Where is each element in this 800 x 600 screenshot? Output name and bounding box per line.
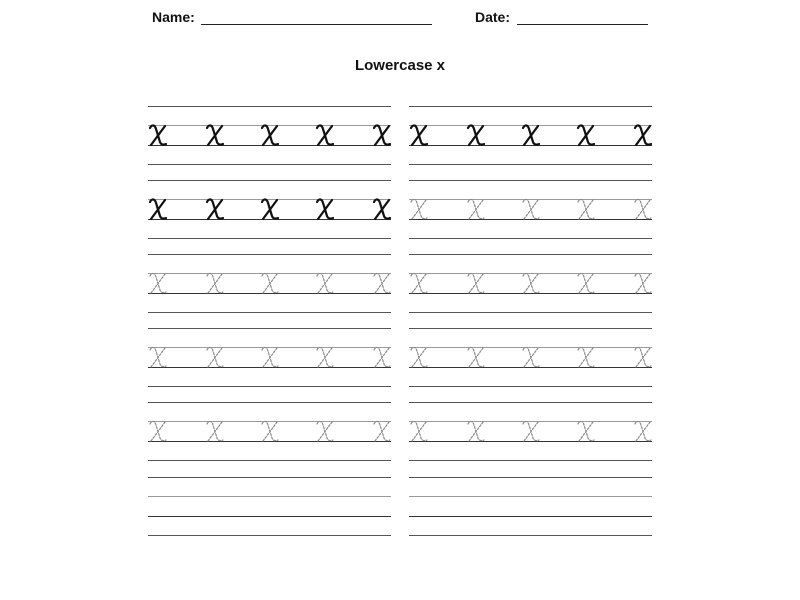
practice-row bbox=[148, 254, 391, 314]
descender-guide bbox=[409, 312, 652, 313]
letter-x-trace-icon bbox=[205, 271, 229, 295]
letter-x-trace-icon bbox=[315, 345, 339, 369]
letter-x-trace-icon bbox=[409, 345, 433, 369]
top-guide bbox=[148, 106, 391, 107]
letter-x-trace-icon bbox=[466, 271, 490, 295]
letter-x-trace-icon bbox=[409, 271, 433, 295]
letter-x-trace-icon bbox=[372, 345, 396, 369]
descender-guide bbox=[148, 164, 391, 165]
descender-guide bbox=[409, 460, 652, 461]
practice-row bbox=[409, 477, 652, 537]
letter-x-trace-icon bbox=[148, 345, 172, 369]
practice-row bbox=[148, 180, 391, 240]
top-guide bbox=[409, 106, 652, 107]
top-guide bbox=[148, 328, 391, 329]
practice-row bbox=[409, 402, 652, 462]
descender-guide bbox=[148, 535, 391, 536]
letter-x-trace-icon bbox=[315, 419, 339, 443]
descender-guide bbox=[409, 164, 652, 165]
letter-x-trace-icon bbox=[521, 419, 545, 443]
descender-guide bbox=[148, 238, 391, 239]
letter-x-trace-icon bbox=[576, 419, 600, 443]
practice-row bbox=[409, 106, 652, 166]
letter-x-model-icon bbox=[466, 123, 490, 147]
letter-x-trace-icon bbox=[260, 419, 284, 443]
letter-x-trace-icon bbox=[466, 197, 490, 221]
letter-x-model-icon bbox=[409, 123, 433, 147]
letter-x-trace-icon bbox=[372, 271, 396, 295]
letter-x-trace-icon bbox=[521, 271, 545, 295]
top-guide bbox=[148, 254, 391, 255]
letter-x-trace-icon bbox=[633, 271, 657, 295]
letter-x-model-icon bbox=[148, 123, 172, 147]
letter-x-trace-icon bbox=[409, 419, 433, 443]
top-guide bbox=[148, 477, 391, 478]
worksheet-title: Lowercase x bbox=[354, 57, 446, 74]
top-guide bbox=[409, 477, 652, 478]
letter-x-trace-icon bbox=[148, 271, 172, 295]
top-guide bbox=[148, 402, 391, 403]
descender-guide bbox=[148, 312, 391, 313]
practice-row bbox=[148, 106, 391, 166]
letter-x-model-icon bbox=[205, 197, 229, 221]
practice-column-right bbox=[409, 0, 652, 600]
descender-guide bbox=[148, 460, 391, 461]
baseline-guide bbox=[148, 516, 391, 517]
letter-x-model-icon bbox=[315, 123, 339, 147]
letter-x-trace-icon bbox=[521, 345, 545, 369]
letter-x-trace-icon bbox=[260, 271, 284, 295]
letter-x-trace-icon bbox=[148, 419, 172, 443]
letter-x-model-icon bbox=[260, 197, 284, 221]
letter-x-model-icon bbox=[372, 197, 396, 221]
midline-guide bbox=[409, 496, 652, 497]
midline-guide bbox=[148, 496, 391, 497]
letter-x-trace-icon bbox=[409, 197, 433, 221]
top-guide bbox=[409, 180, 652, 181]
practice-row bbox=[409, 180, 652, 240]
baseline-guide bbox=[409, 516, 652, 517]
letter-x-trace-icon bbox=[576, 197, 600, 221]
descender-guide bbox=[148, 386, 391, 387]
descender-guide bbox=[409, 238, 652, 239]
practice-row bbox=[148, 402, 391, 462]
letter-x-model-icon bbox=[205, 123, 229, 147]
top-guide bbox=[409, 402, 652, 403]
letter-x-trace-icon bbox=[521, 197, 545, 221]
letter-x-trace-icon bbox=[576, 345, 600, 369]
letter-x-model-icon bbox=[260, 123, 284, 147]
letter-x-model-icon bbox=[372, 123, 396, 147]
letter-x-trace-icon bbox=[205, 419, 229, 443]
letter-x-trace-icon bbox=[315, 271, 339, 295]
letter-x-model-icon bbox=[576, 123, 600, 147]
practice-row bbox=[148, 477, 391, 537]
letter-x-trace-icon bbox=[466, 419, 490, 443]
letter-x-trace-icon bbox=[260, 345, 284, 369]
date-label: Date: bbox=[475, 9, 511, 25]
letter-x-model-icon bbox=[521, 123, 545, 147]
practice-row bbox=[409, 328, 652, 388]
top-guide bbox=[409, 328, 652, 329]
descender-guide bbox=[409, 535, 652, 536]
letter-x-trace-icon bbox=[633, 419, 657, 443]
practice-column-left bbox=[148, 0, 391, 600]
letter-x-trace-icon bbox=[576, 271, 600, 295]
name-label: Name: bbox=[152, 9, 195, 25]
letter-x-trace-icon bbox=[205, 345, 229, 369]
letter-x-trace-icon bbox=[633, 197, 657, 221]
letter-x-trace-icon bbox=[466, 345, 490, 369]
letter-x-model-icon bbox=[315, 197, 339, 221]
letter-x-trace-icon bbox=[633, 345, 657, 369]
letter-x-trace-icon bbox=[372, 419, 396, 443]
practice-row bbox=[409, 254, 652, 314]
descender-guide bbox=[409, 386, 652, 387]
practice-row bbox=[148, 328, 391, 388]
top-guide bbox=[148, 180, 391, 181]
top-guide bbox=[409, 254, 652, 255]
letter-x-model-icon bbox=[148, 197, 172, 221]
letter-x-model-icon bbox=[633, 123, 657, 147]
